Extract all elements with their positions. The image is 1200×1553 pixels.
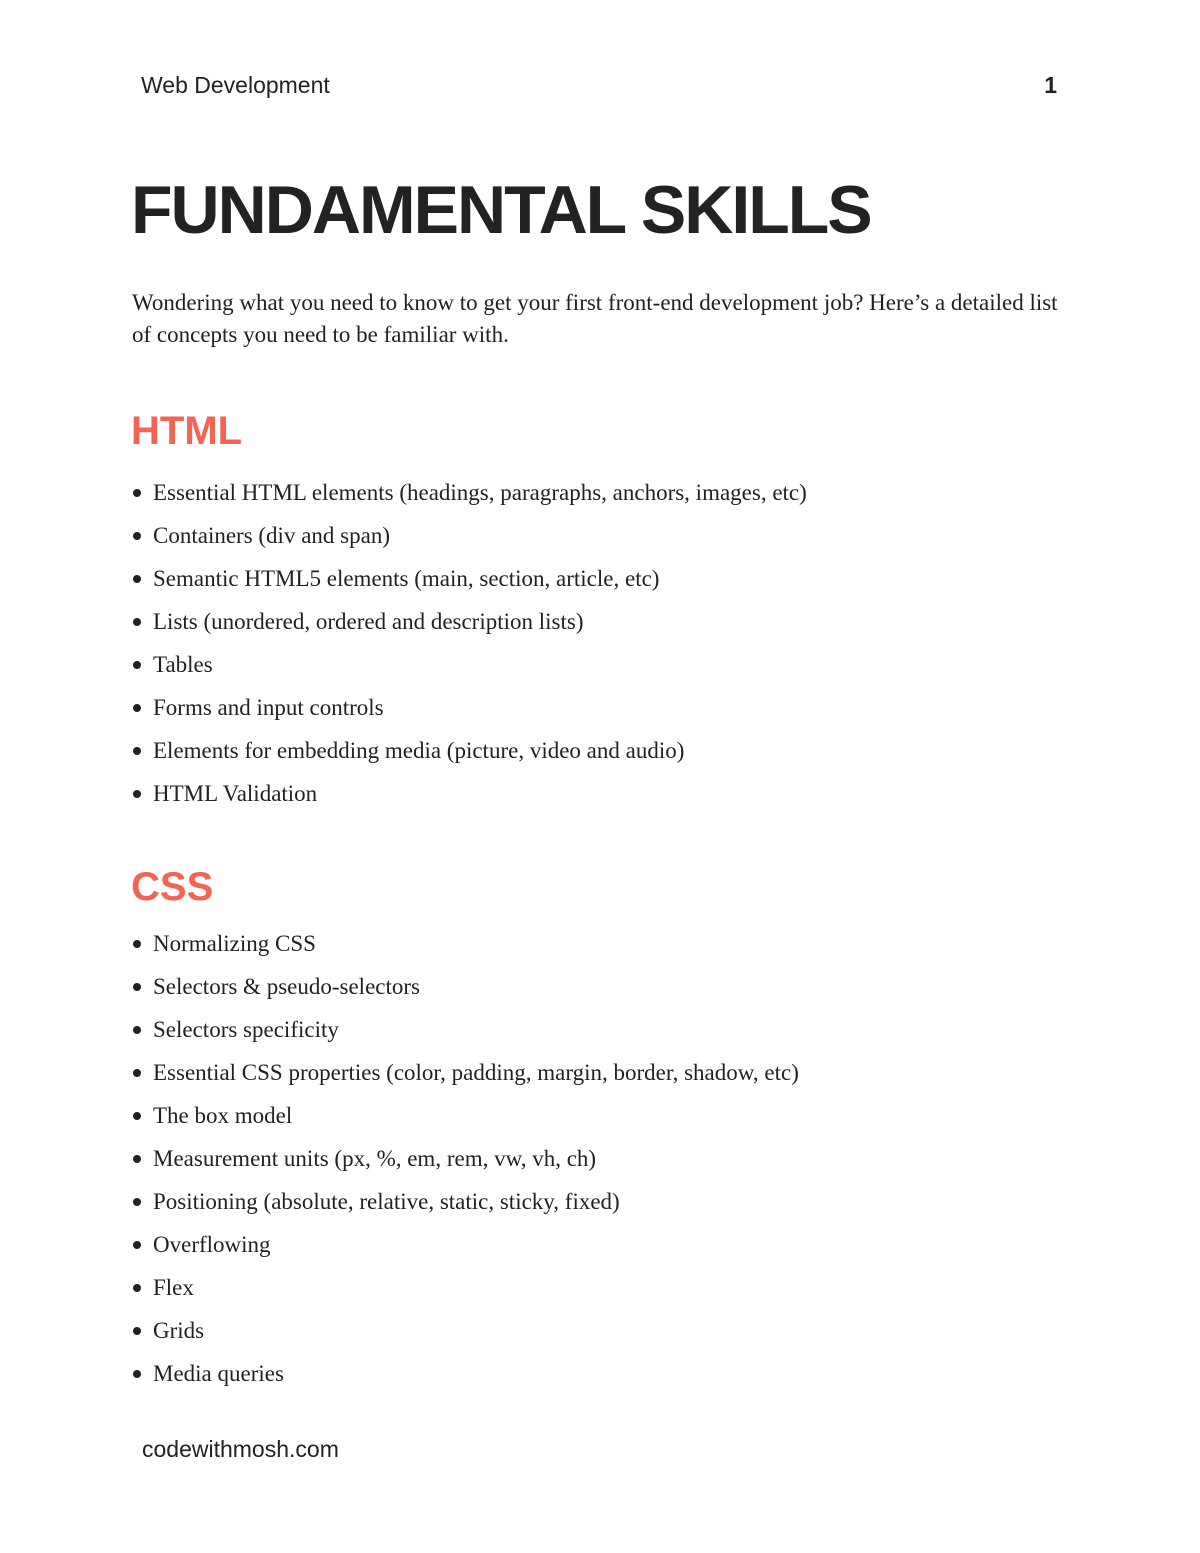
bullet-icon [133, 1370, 141, 1378]
list-item-text: Grids [153, 1318, 205, 1343]
list-item [133, 1266, 799, 1309]
list-item-text: Overflowing [153, 1232, 271, 1257]
list-item [133, 557, 807, 600]
list-item-text: Measurement units (px, %, em, rem, vw, vh, ch) [153, 1146, 597, 1171]
bullet-icon [133, 532, 141, 540]
list-item [133, 643, 807, 686]
page-number: 1 [1044, 72, 1057, 98]
list-item-text: Media queries [153, 1361, 284, 1386]
section-heading-html: HTML [131, 409, 243, 453]
list-item [133, 1094, 799, 1137]
bullet-icon [133, 940, 141, 948]
section-heading-css: CSS [131, 865, 214, 909]
list-item-text: Selectors specificity [153, 1017, 339, 1042]
list-item [133, 514, 807, 557]
list-item [133, 965, 799, 1008]
list-item-text: Positioning (absolute, relative, static, sticky, fixed) [153, 1189, 620, 1214]
bullet-icon [133, 1069, 141, 1077]
list-item-text: HTML Validation [153, 781, 318, 806]
list-item [133, 1223, 799, 1266]
bullet-icon [133, 661, 141, 669]
list-item-text: Normalizing CSS [153, 931, 316, 956]
list-item [133, 1309, 799, 1352]
bullet-icon [133, 1026, 141, 1034]
list-item [133, 1008, 799, 1051]
list-item [133, 729, 807, 772]
list-item-text: Lists (unordered, ordered and description lists) [153, 609, 584, 634]
intro-paragraph: Wondering what you need to know to get your first front-end development job? Here’s a detailed list of concepts you need to be familiar with. [132, 290, 1058, 347]
list-item [133, 686, 807, 729]
list-item-text: Selectors & pseudo-selectors [153, 974, 420, 999]
css-skill-list [133, 922, 799, 1395]
list-item [133, 922, 799, 965]
bullet-icon [133, 747, 141, 755]
bullet-icon [133, 790, 141, 798]
list-item [133, 1051, 799, 1094]
list-item-text: Containers (div and span) [153, 523, 390, 548]
list-item [133, 1137, 799, 1180]
running-header: Web Development [141, 72, 330, 98]
list-item [133, 1352, 799, 1395]
list-item-text: Forms and input controls [153, 695, 384, 720]
list-item-text: Tables [153, 652, 213, 677]
bullet-icon [133, 1198, 141, 1206]
list-item-text: Essential HTML elements (headings, paragraphs, anchors, images, etc) [153, 480, 807, 505]
bullet-icon [133, 1327, 141, 1335]
list-item-text: Flex [153, 1275, 194, 1300]
list-item [133, 772, 807, 815]
html-skill-list [133, 471, 807, 815]
list-item-text: Essential CSS properties (color, padding, margin, border, shadow, etc) [153, 1060, 799, 1085]
bullet-icon [133, 1155, 141, 1163]
bullet-icon [133, 1112, 141, 1120]
bullet-icon [133, 575, 141, 583]
bullet-icon [133, 489, 141, 497]
list-item [133, 600, 807, 643]
list-item [133, 1180, 799, 1223]
bullet-icon [133, 1241, 141, 1249]
list-item-text: Elements for embedding media (picture, video and audio) [153, 738, 685, 763]
bullet-icon [133, 1284, 141, 1292]
bullet-icon [133, 618, 141, 626]
list-item [133, 471, 807, 514]
list-item-text: Semantic HTML5 elements (main, section, article, etc) [153, 566, 660, 591]
page-title: FUNDAMENTAL SKILLS [131, 172, 871, 248]
list-item-text: The box model [153, 1103, 293, 1128]
bullet-icon [133, 704, 141, 712]
footer-site: codewithmosh.com [142, 1436, 339, 1462]
bullet-icon [133, 983, 141, 991]
